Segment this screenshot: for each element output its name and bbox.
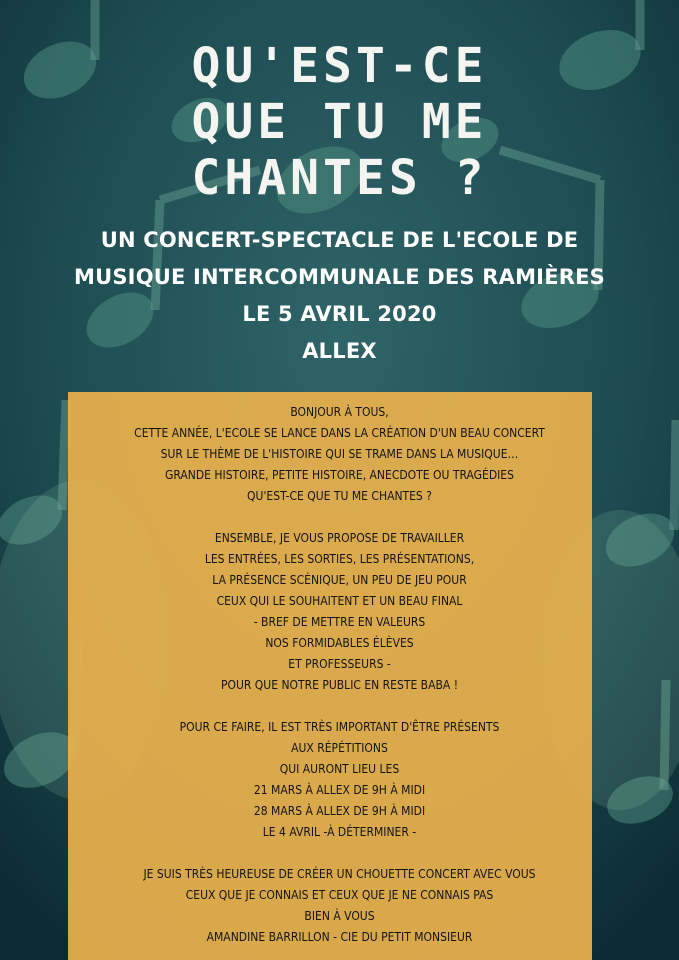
title-line-1: QU'EST-CE	[191, 38, 488, 94]
text-line: BONJOUR À TOUS,	[290, 405, 389, 419]
text-line: LA PRÉSENCE SCÉNIQUE, UN PEU DE JEU POUR	[212, 573, 467, 587]
subtitle-line-2: MUSIQUE INTERCOMMUNALE DES RAMIÈRES	[74, 265, 605, 289]
letter-text	[0, 402, 679, 948]
paragraph-closing	[0, 864, 679, 948]
text-line: GRANDE HISTOIRE, PETITE HISTOIRE, ANECDOTE OU TRAGÉDIES	[165, 468, 514, 482]
paragraph-program	[0, 528, 679, 696]
text-line: CETTE ANNÉE, L'ECOLE SE LANCE DANS LA CRÉATION D'UN BEAU CONCERT	[134, 426, 545, 440]
text-line: QU'EST-CE QUE TU ME CHANTES ?	[247, 489, 432, 503]
rehearsal-date: LE 4 AVRIL -À DÉTERMINER -	[262, 825, 417, 839]
rehearsal-date: 21 MARS À ALLEX DE 9H À MIDI	[253, 783, 426, 797]
text-line: POUR CE FAIRE, IL EST TRÈS IMPORTANT D'ÊTRE PRÉSENTS	[179, 720, 500, 734]
event-place: ALLEX	[302, 339, 377, 363]
title-line-2: QUE TU ME	[191, 94, 488, 150]
text-line: NOS FORMIDABLES ÉLÈVES	[265, 636, 414, 650]
subtitle-line-1: UN CONCERT-SPECTACLE DE L'ECOLE DE	[100, 228, 579, 252]
text-line: JE SUIS TRÈS HEUREUSE DE CRÉER UN CHOUETTE CONCERT AVEC VOUS	[143, 867, 536, 881]
rehearsal-date: 28 MARS À ALLEX DE 9H À MIDI	[253, 804, 426, 818]
text-line: CEUX QUI LE SOUHAITENT ET UN BEAU FINAL	[216, 594, 463, 608]
event-subtitle	[0, 222, 679, 370]
spacer	[0, 696, 679, 717]
title-line-3: CHANTES ?	[191, 150, 488, 206]
paragraph-rehearsals	[0, 717, 679, 843]
spacer	[0, 507, 679, 528]
text-line: SUR LE THÈME DE L'HISTOIRE QUI SE TRAME DANS LA MUSIQUE…	[160, 447, 519, 461]
text-line: BIEN À VOUS	[304, 909, 375, 923]
spacer	[0, 843, 679, 864]
text-line: - BREF DE METTRE EN VALEURS	[253, 615, 426, 629]
paragraph-greeting	[0, 402, 679, 507]
text-line: AUX RÉPÉTITIONS	[291, 741, 388, 755]
poster-title	[0, 38, 679, 206]
text-line: ENSEMBLE, JE VOUS PROPOSE DE TRAVAILLER	[214, 531, 465, 545]
text-line: LES ENTRÉES, LES SORTIES, LES PRÉSENTATIONS,	[204, 552, 475, 566]
text-line: QUI AURONT LIEU LES	[279, 762, 400, 776]
text-line: CEUX QUE JE CONNAIS ET CEUX QUE JE NE CONNAIS PAS	[185, 888, 494, 902]
signature: AMANDINE BARRILLON - CIE DU PETIT MONSIEUR	[206, 930, 473, 944]
text-line: POUR QUE NOTRE PUBLIC EN RESTE BABA !	[220, 678, 459, 692]
text-line: ET PROFESSEURS -	[288, 657, 391, 671]
event-date: LE 5 AVRIL 2020	[242, 302, 437, 326]
